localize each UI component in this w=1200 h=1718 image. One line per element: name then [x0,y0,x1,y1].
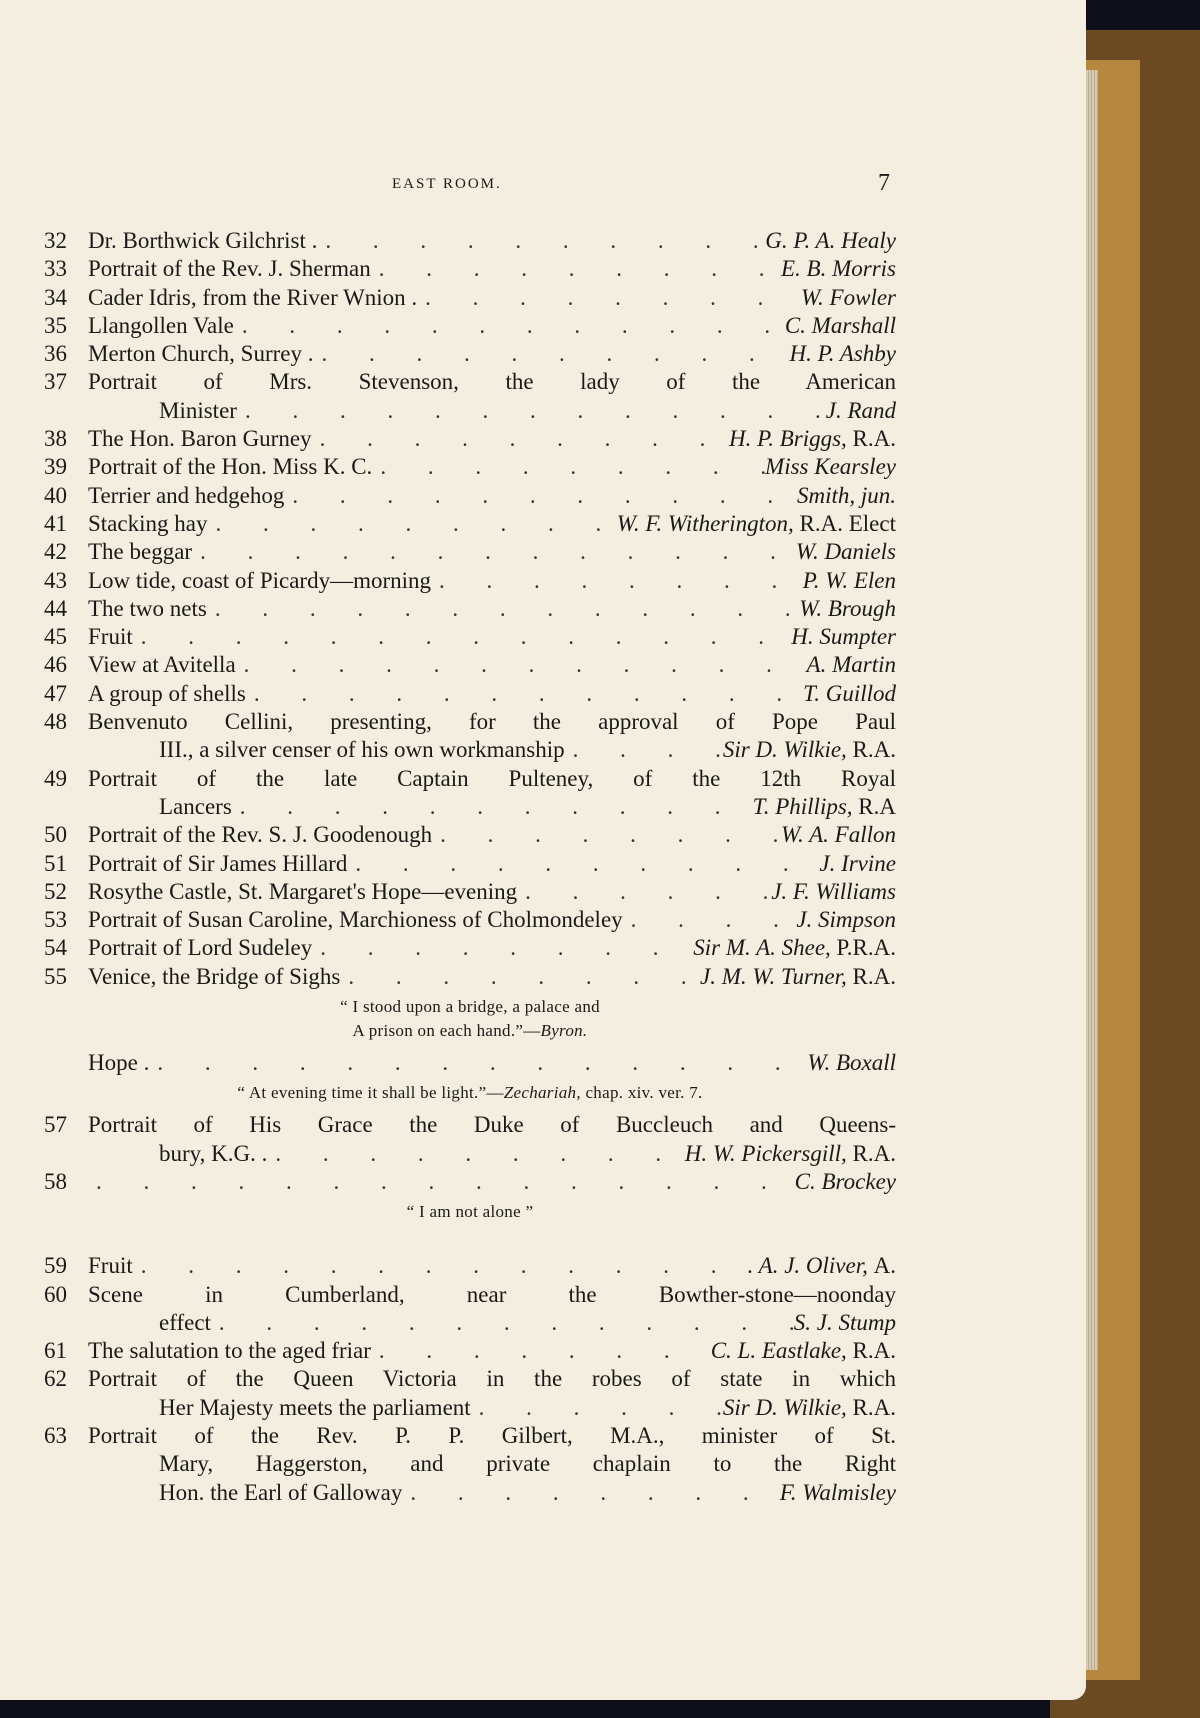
entry-title: View at Avitella [88,652,236,678]
catalogue-entry-36 [44,340,896,368]
entry-title-line2: Her Majesty meets the parliament [159,1394,471,1420]
dot-leader [88,1168,795,1196]
artist-name: Sir M. A. Shee, [693,935,831,961]
artist-rank: R.A. [852,1394,896,1420]
artist-name: W. Fowler [801,284,896,310]
entry-number: 45 [44,624,67,650]
dot-leader [207,595,799,623]
artist-name: . A. J. Oliver, [747,1253,868,1279]
entry-title: Rosythe Castle, St. Margaret's Hope—evening [88,878,518,904]
catalogue-entry-42 [44,538,896,566]
artist-rank: R.A. [852,737,896,763]
artist-name: S. J. Stump [793,1309,896,1335]
catalogue-entry-51 [44,850,896,878]
artist-name: J. F. Williams [771,878,896,904]
entry-artist [711,1337,896,1365]
catalogue-entry-58 [44,1168,896,1196]
entry-title: Fruit [88,624,133,650]
entry-title: The beggar [88,539,193,565]
entry-number: 62 [44,1366,67,1392]
catalogue-entry-54 [44,934,896,962]
catalogue-entry-48 [44,708,896,765]
entry-artist [801,284,896,312]
dot-leader [372,453,765,481]
dot-leader [623,906,797,934]
catalogue-entry-61 [44,1337,896,1365]
catalogue-entry-37 [44,368,896,425]
entry-title-line1: Scene in Cumberland, near the Bowther-stone—noonday [88,1281,896,1307]
entry-title-line1: Portrait of the late Captain Pulteney, of the 12th Royal [88,765,896,791]
entry-title-line2: Mary, Haggerston, and private chaplain to the Right [159,1451,896,1477]
entry-title: Stacking hay [88,510,208,536]
entry-number: 35 [44,312,67,338]
entry-artist [765,227,896,255]
entry-title-line2: bury, K.G. . [159,1140,268,1166]
quote-55-source: Byron. [540,1021,588,1041]
entry-artist [803,680,896,708]
entry-title: Low tide, coast of Picardy—morning [88,567,432,593]
quote-56-text: “ At evening time it shall be light.”— [237,1083,504,1103]
artist-name: J. Simpson [796,907,896,933]
artist-name: H. P. Briggs, [729,426,847,452]
catalogue-entry-47 [44,680,896,708]
entry-number: 51 [44,850,67,876]
entry-title: Portrait of the Rev. J. Sherman [88,256,371,282]
entry-artist [685,1140,896,1168]
dot-leader [312,934,693,962]
dot-leader [207,510,616,538]
entry-artist: W. Boxall [807,1050,896,1076]
entry-title: Portrait of Susan Caroline, Marchioness of Cholmondeley [88,907,623,933]
catalogue-entry-57 [44,1111,896,1168]
entry-artist [781,821,896,849]
entry-title-line2: Minister [159,397,237,423]
dot-leader [234,312,785,340]
catalogue-entry-62 [44,1365,896,1422]
entry-title: Terrier and hedgehog [88,482,285,508]
dot-leader [565,736,723,764]
entry-title: Cader Idris, from the River Wnion . [88,284,418,310]
entry-number: 52 [44,878,67,904]
dot-leader [340,963,700,991]
artist-name: C. L. Eastlake, [710,1338,847,1364]
artist-name: H. P. Ashby [789,341,896,367]
artist-name: W. A. Fallon [780,822,896,848]
entry-artist [796,538,896,566]
artist-name: T. Phillips, [752,793,853,819]
artist-rank: R.A. Elect [799,510,896,536]
quote-55 [44,995,896,1043]
catalogue-entry-39 [44,453,896,481]
catalogue-entry-34 [44,284,896,312]
artist-name: W. Brough [799,595,896,621]
entry-number: 54 [44,935,67,961]
artist-name: Miss Kearsley [765,454,896,480]
entry-artist [790,340,897,368]
entry-title: Portrait of the Rev. S. J. Goodenough [88,822,433,848]
entry-artist [700,963,896,991]
entry-artist [803,567,896,595]
entry-title-line2: effect [159,1309,211,1335]
page-number: 7 [878,170,890,196]
catalogue-entry-55 [44,963,896,991]
entry-title: Fruit [88,1253,133,1279]
entry-title: Merton Church, Surrey . [88,341,314,367]
dot-leader [237,397,826,425]
artist-name: C. Marshall [784,312,896,338]
entry-number: 50 [44,822,67,848]
entry-title: Llangollen Vale [88,312,234,338]
entry-title: Hope . [88,1050,150,1076]
entry-artist [799,595,896,623]
artist-name: Sir D. Wilkie, [722,1394,847,1420]
entry-artist [819,850,896,878]
entry-title: The two nets [88,595,207,621]
quote-55-line1: “ I stood upon a bridge, a palace and [340,997,600,1017]
entry-title: Portrait of Sir James Hillard [88,850,348,876]
entry-number: 38 [44,426,67,452]
dot-leader [471,1394,723,1422]
dot-leader [402,1479,779,1507]
catalogue-entry-32 [44,227,896,255]
entry-artist [748,1252,896,1280]
entry-artist [723,736,896,764]
section-title: EAST ROOM. [392,176,502,192]
artist-rank: A. [873,1253,896,1279]
quote-58: “ I am not alone ” [406,1202,534,1222]
artist-rank: R.A [858,793,896,819]
entry-number: 40 [44,482,67,508]
entry-number: 46 [44,652,67,678]
catalogue-entry-33 [44,255,896,283]
dot-leader [517,878,771,906]
catalogue-entry-45 [44,623,896,651]
entry-number: 37 [44,369,67,395]
dot-leader [284,482,797,510]
entry-artist [753,793,896,821]
dot-leader [314,340,790,368]
artist-name: F. Walmisley [779,1479,896,1505]
entry-title-line1: Portrait of Mrs. Stevenson, the lady of the American [88,369,896,395]
artist-name: J. Rand [825,397,896,423]
entry-number: 61 [44,1338,67,1364]
catalogue-entry-52 [44,878,896,906]
entry-title-line1: Portrait of the Rev. P. P. Gilbert, M.A., minister of St. [88,1422,896,1448]
catalogue-entry-50 [44,821,896,849]
artist-rank: P.R.A. [836,935,896,961]
entry-artist [781,255,896,283]
artist-name: H. W. Pickersgill, [684,1140,847,1166]
quote-55-line2 [44,1019,896,1043]
entry-artist [796,906,896,934]
entry-number: 60 [44,1281,67,1307]
entry-number: 33 [44,256,67,282]
entry-number: 43 [44,567,67,593]
entry-number: 32 [44,228,67,253]
artist-name: G. P. A. Healy [765,228,896,253]
artist-name: A. Martin [806,652,896,678]
entry-artist [807,651,896,679]
catalogue-entry-38 [44,425,896,453]
dot-leader [267,1140,684,1168]
artist-name: H. Sumpter [791,624,896,650]
entry-title-line1: Benvenuto Cellini, presenting, for the approval of Pope Paul [88,709,896,735]
entry-artist [791,623,896,651]
catalogue-entries [44,227,896,1507]
entry-number: 36 [44,341,67,367]
entry-number: 44 [44,595,67,621]
quote-56-source: Zechariah, [503,1083,581,1103]
entry-title-line1: Portrait of His Grace the Duke of Buccleuch and Queens- [88,1112,896,1138]
dot-leader [236,651,807,679]
catalogue-entry-59 [44,1252,896,1280]
catalogue-entry-49 [44,765,896,822]
entry-title: Portrait of Lord Sudeley [88,935,313,961]
entry-number: 53 [44,907,67,933]
entry-artist [723,1394,896,1422]
dot-leader [371,255,781,283]
entry-number: 34 [44,284,67,310]
catalogue-entry-44 [44,595,896,623]
entry-title-line2: Lancers [159,793,232,819]
quote-56-ref: chap. xiv. ver. 7. [585,1083,703,1103]
entry-artist [617,510,896,538]
entry-artist [771,878,896,906]
catalogue-entry-56 [44,1049,896,1077]
entry-artist [729,425,896,453]
dot-leader [133,623,791,651]
quote-55-text: A prison on each hand.”— [352,1021,541,1041]
entry-artist [765,453,896,481]
entry-title-line1: Portrait of the Queen Victoria in the robes of state in which [88,1366,896,1392]
dot-leader [246,680,803,708]
entry-number: 42 [44,539,67,565]
dot-leader [371,1337,711,1365]
dot-leader [149,1049,807,1077]
entry-number: 63 [44,1422,67,1448]
artist-name: J. M. W. Turner, [700,963,847,989]
catalogue-entry-53 [44,906,896,934]
entry-artist [794,1309,896,1337]
entry-artist [785,312,896,340]
entry-number: 57 [44,1112,67,1138]
entry-artist: C. Brockey [794,1168,896,1194]
dot-leader [232,793,753,821]
catalogue-entry-63 [44,1422,896,1507]
catalogue-entry-60 [44,1281,896,1338]
dot-leader [317,227,765,255]
entry-number: 58 [44,1168,67,1194]
entry-number: 41 [44,510,67,536]
artist-name: J. Irvine [819,850,896,876]
artist-name: Smith, jun. [796,482,896,508]
artist-name: T. Guillod [803,680,896,706]
dot-leader [417,284,801,312]
catalogue-entry-35 [44,312,896,340]
artist-rank: R.A. [852,963,896,989]
entry-number: 39 [44,454,67,480]
catalogue-entry-43 [44,567,896,595]
catalogue-entry-41 [44,510,896,538]
artist-rank: R.A. [852,1338,896,1364]
catalogue-entry-46 [44,651,896,679]
dot-leader [432,821,781,849]
dot-leader [133,1252,748,1280]
dot-leader [192,538,796,566]
dot-leader [431,567,803,595]
entry-number: 49 [44,765,67,791]
entry-artist [797,482,896,510]
entry-artist [780,1479,896,1507]
entry-title-line3: Hon. the Earl of Galloway [159,1479,403,1505]
artist-rank: R.A. [852,1140,896,1166]
entry-title-line2: III., a silver censer of his own workmanship [159,737,565,763]
entry-artist [693,934,896,962]
dot-leader [347,850,819,878]
dot-leader [211,1309,794,1337]
entry-number: 59 [44,1253,67,1279]
entry-title: Portrait of the Hon. Miss K. C. [88,454,373,480]
artist-name: P. W. Elen [802,567,896,593]
entry-number: 48 [44,709,67,735]
artist-name: W. F. Witherington, [616,510,794,536]
entry-number: 47 [44,680,67,706]
entry-title: A group of shells [88,680,246,706]
entry-number: 55 [44,963,67,989]
artist-name: Sir D. Wilkie, [722,737,847,763]
catalogue-entry-40 [44,482,896,510]
entry-title: Venice, the Bridge of Sighs [88,963,341,989]
entry-title: The salutation to the aged friar [88,1338,371,1364]
quote-56 [44,1081,896,1105]
artist-name: W. Daniels [795,539,896,565]
artist-rank: R.A. [852,426,896,452]
artist-name: E. B. Morris [781,256,896,282]
entry-artist [826,397,896,425]
entry-title: The Hon. Baron Gurney [88,426,312,452]
dot-leader [312,425,729,453]
entry-title: Dr. Borthwick Gilchrist . [88,228,318,253]
